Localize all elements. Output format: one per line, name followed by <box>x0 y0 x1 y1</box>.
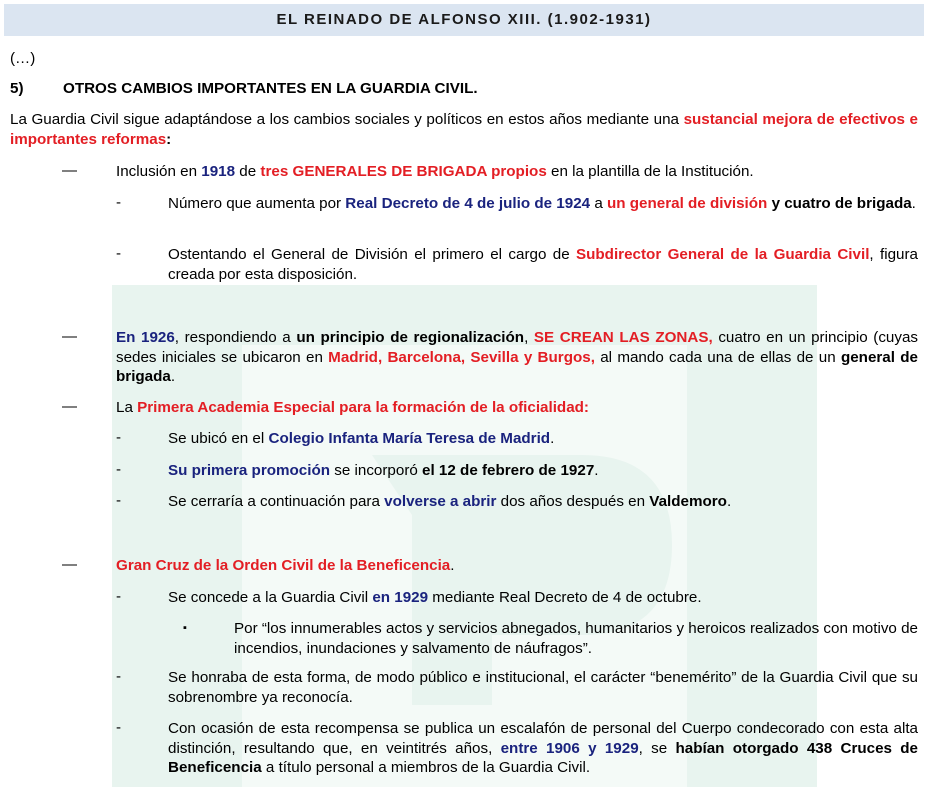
sub-marker: - <box>116 245 122 262</box>
bullet-generales: Inclusión en 1918 de tres GENERALES DE BRIGADA propios en la plantilla de la Institución. <box>116 163 754 180</box>
intro-paragraph: La Guardia Civil sigue adaptándose a los cambios sociales y políticos en estos años mediante una sustancial mejora de efectivos e importantes reformas: <box>10 111 918 148</box>
sub-marker: - <box>116 668 122 685</box>
section-title: OTROS CAMBIOS IMPORTANTES EN LA GUARDIA CIVIL. <box>63 80 478 97</box>
sub-valdemoro: Se cerraría a continuación para volverse a abrir dos años después en Valdemoro. <box>168 493 732 510</box>
sub-marker: - <box>116 719 122 736</box>
square-bullet-icon: ▪ <box>183 622 187 634</box>
dash-marker: — <box>62 556 77 573</box>
sub-subdirector: Ostentando el General de División el primero el cargo de Subdirector General de la Guardia Civil, figura creada por esta disposición. <box>168 246 918 283</box>
sub-real-decreto: Número que aumenta por Real Decreto de 4 de julio de 1924 a un general de división y cuatro de brigada. <box>168 195 916 212</box>
section-number: 5) <box>10 80 24 97</box>
page-header: EL REINADO DE ALFONSO XIII. (1.902-1931) <box>4 4 924 36</box>
sub-promocion: Su primera promoción se incorporó el 12 de febrero de 1927. <box>168 462 599 479</box>
bullet-zonas: En 1926, respondiendo a un principio de regionalización, SE CREAN LAS ZONAS, cuatro en un principio (cuyas sedes iniciales se ubicaron en Madrid, Barcelona, Sevilla y Burgos, al mando cada una de ellas de un general de brigada. <box>116 329 918 385</box>
sub-marker: - <box>116 588 122 605</box>
sub-concede: Se concede a la Guardia Civil en 1929 mediante Real Decreto de 4 de octubre. <box>168 589 702 606</box>
sub-marker: - <box>116 461 122 478</box>
ellipsis: (…) <box>10 50 36 67</box>
dash-marker: — <box>62 162 77 179</box>
bullet-gran-cruz: Gran Cruz de la Orden Civil de la Beneficencia. <box>116 557 455 574</box>
sub-marker: - <box>116 429 122 446</box>
dash-marker: — <box>62 398 77 415</box>
sub-marker: - <box>116 492 122 509</box>
dash-marker: — <box>62 328 77 345</box>
sub-marker: - <box>116 194 122 211</box>
sub-escalafon: Con ocasión de esta recompensa se publica un escalafón de personal del Cuerpo condecorado con esta alta distinción, resultando que, en veintitrés años, entre 1906 y 1929, se habían otorgado 438 Cruces de Beneficencia a título personal a miembros de la Guardia Civil. <box>168 720 918 776</box>
sub-colegio: Se ubicó en el Colegio Infanta María Teresa de Madrid. <box>168 430 555 447</box>
sub-benemerito: Se honraba de esta forma, de modo público e institucional, el carácter “benemérito” de la Guardia Civil que su sobrenombre ya reconocía. <box>168 669 918 706</box>
bullet-academia: La Primera Academia Especial para la formación de la oficialidad: <box>116 399 589 416</box>
quote-motivo: Por “los innumerables actos y servicios abnegados, humanitarios y heroicos realizados con motivo de incendios, inundaciones y salvamento de náufragos”. <box>234 620 918 657</box>
